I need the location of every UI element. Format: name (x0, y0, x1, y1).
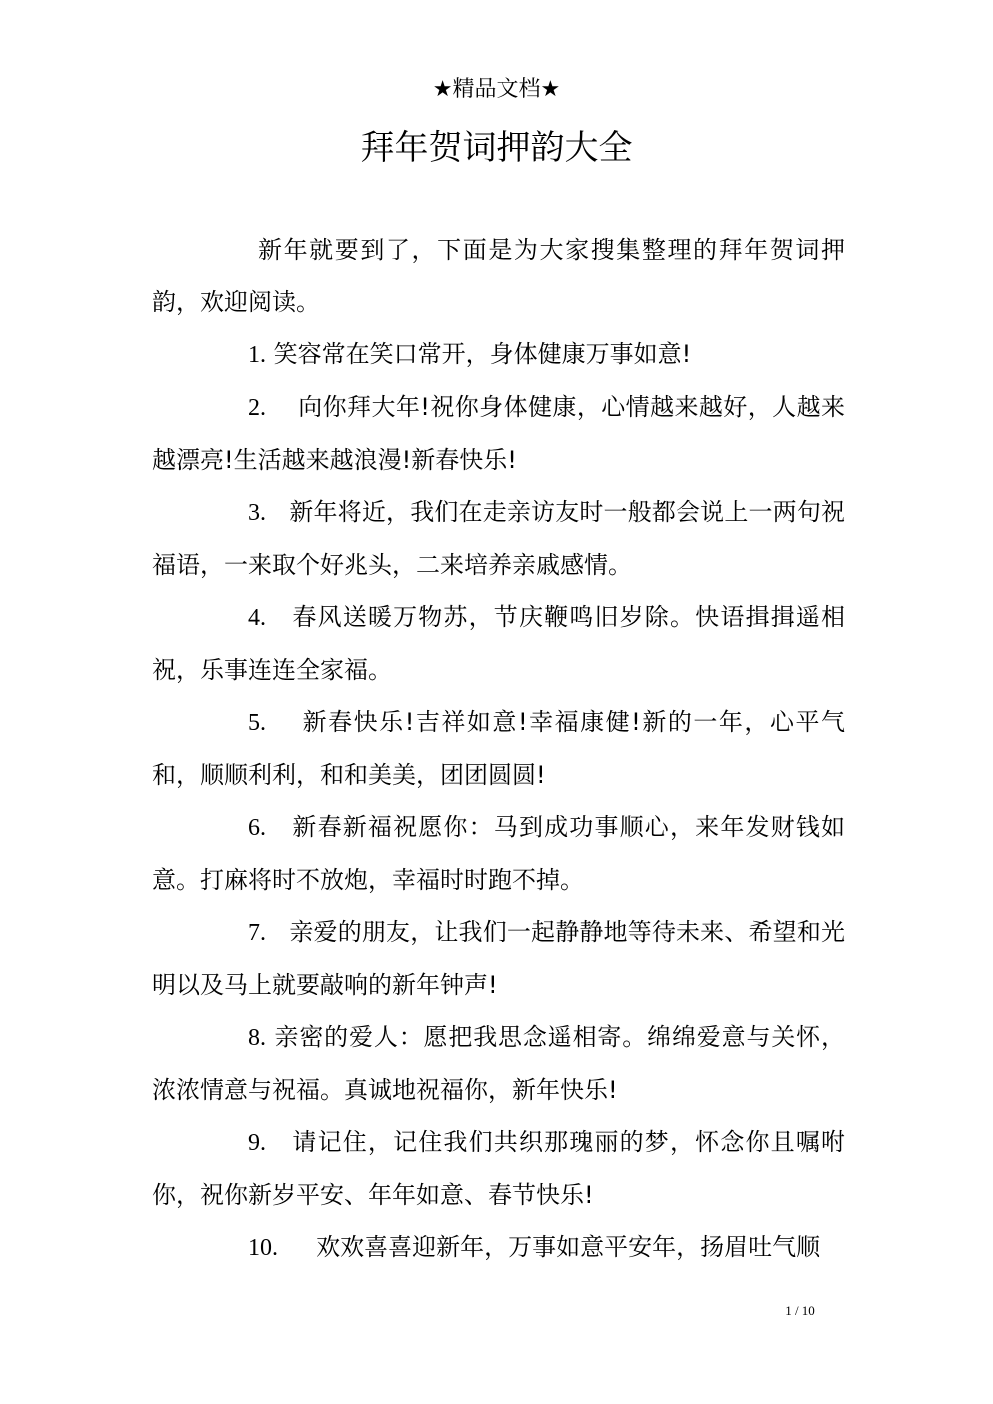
list-item (152, 1011, 845, 1116)
item-number: 8. (248, 1025, 266, 1051)
item-number: 7. (248, 920, 266, 946)
item-text: 欢欢喜喜迎新年，万事如意平安年，扬眉吐气顺 (316, 1233, 821, 1261)
item-text: 向你拜大年!祝你身体健康，心情越来越好，人越来越漂亮!生活越来越浪漫!新春快乐! (152, 393, 845, 474)
item-number: 4. (248, 605, 266, 631)
list-item (152, 1221, 845, 1274)
item-text: 新春快乐!吉祥如意!幸福康健!新的一年，心平气和，顺顺利利，和和美美，团团圆圆! (152, 708, 845, 789)
list-item (152, 801, 845, 906)
list-item (152, 696, 845, 801)
item-text: 春风送暖万物苏，节庆鞭鸣旧岁除。快语揖揖遥相祝，乐事连连全家福。 (152, 603, 846, 684)
list-item (152, 486, 845, 591)
list-item (152, 906, 845, 1011)
document-title: 拜年贺词押韵大全 (360, 128, 633, 168)
item-number: 1. (248, 342, 266, 368)
page-number: 1 / 10 (785, 1303, 815, 1318)
item-text: 笑容常在笑口常开，身体健康万事如意! (273, 340, 692, 368)
list-item (152, 1116, 845, 1221)
intro-paragraph: 新年就要到了，下面是为大家搜集整理的拜年贺词押韵，欢迎阅读。 (152, 236, 845, 316)
item-text: 新春新福祝愿你：马到成功事顺心，来年发财钱如意。打麻将时不放炮，幸福时时跑不掉。 (152, 813, 846, 894)
document-body (152, 224, 845, 1274)
item-number: 6. (248, 815, 266, 841)
item-number: 5. (248, 710, 266, 736)
item-text: 新年将近，我们在走亲访友时一般都会说上一两句祝福语，一来取个好兆头，二来培养亲戚感情。 (152, 498, 846, 579)
item-number: 3. (248, 500, 266, 526)
list-item (152, 381, 845, 486)
header-mark: ★精品文档★ (432, 77, 561, 102)
list-item (152, 591, 845, 696)
item-text: 请记住，记住我们共织那瑰丽的梦，怀念你且嘱咐你，祝你新岁平安、年年如意、春节快乐! (152, 1128, 846, 1209)
item-text: 亲密的爱人：愿把我思念遥相寄。绵绵爱意与关怀，浓浓情意与祝福。真诚地祝福你，新年快乐! (152, 1023, 846, 1104)
item-text: 亲爱的朋友，让我们一起静静地等待未来、希望和光明以及马上就要敲响的新年钟声! (152, 918, 846, 999)
item-number: 9. (248, 1130, 266, 1156)
list-item (152, 328, 845, 381)
item-number: 10. (248, 1235, 278, 1261)
item-number: 2. (248, 395, 266, 421)
